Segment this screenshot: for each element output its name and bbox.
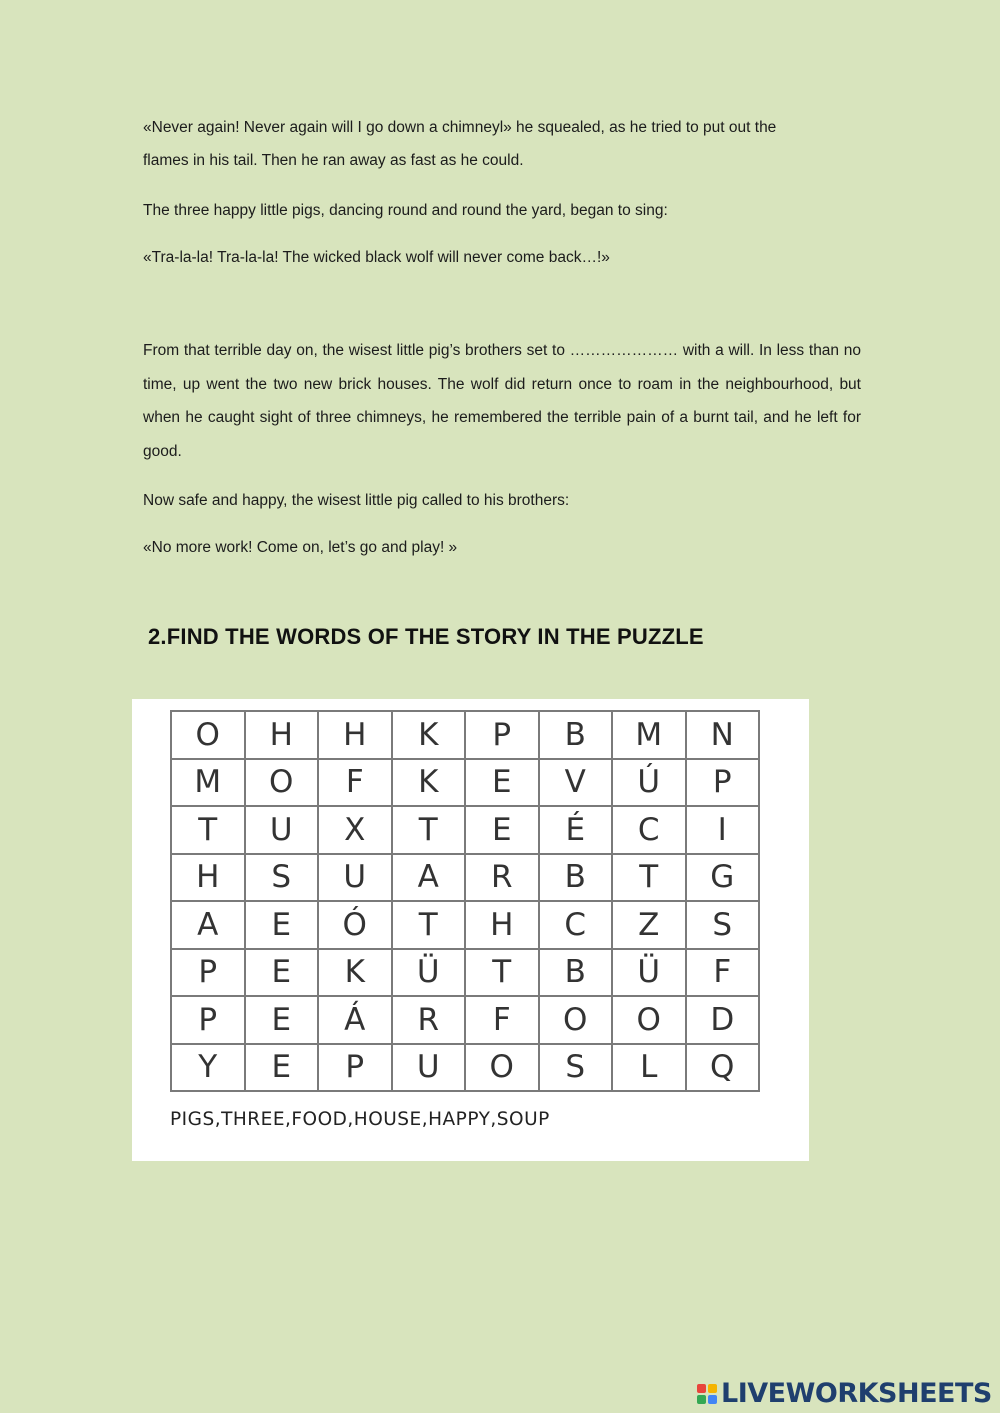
puzzle-cell[interactable]: U [392, 1044, 466, 1092]
puzzle-cell[interactable]: E [245, 949, 319, 997]
word-list: PIGS,THREE,FOOD,HOUSE,HAPPY,SOUP [170, 1109, 550, 1130]
puzzle-cell[interactable]: H [465, 901, 539, 949]
puzzle-cell[interactable]: T [171, 806, 245, 854]
puzzle-cell[interactable]: O [245, 759, 319, 807]
puzzle-row [171, 949, 759, 997]
puzzle-cell[interactable]: Ü [392, 949, 466, 997]
puzzle-cell[interactable]: R [465, 854, 539, 902]
puzzle-cell[interactable]: K [318, 949, 392, 997]
puzzle-cell[interactable]: A [171, 901, 245, 949]
logo-block [697, 1395, 706, 1404]
puzzle-cell[interactable]: O [539, 996, 613, 1044]
puzzle-cell[interactable]: H [171, 854, 245, 902]
puzzle-cell[interactable]: O [171, 711, 245, 759]
puzzle-cell[interactable]: X [318, 806, 392, 854]
story-paragraph-3: «Tra-la-la! Tra-la-la! The wicked black wolf will never come back…!» [143, 249, 610, 266]
puzzle-cell[interactable]: Ú [612, 759, 686, 807]
puzzle-cell[interactable]: R [392, 996, 466, 1044]
logo-block [708, 1395, 717, 1404]
puzzle-cell[interactable]: U [318, 854, 392, 902]
puzzle-cell[interactable]: A [392, 854, 466, 902]
puzzle-cell[interactable]: B [539, 854, 613, 902]
puzzle-cell[interactable]: K [392, 711, 466, 759]
puzzle-cell[interactable]: Ü [612, 949, 686, 997]
puzzle-cell[interactable]: Á [318, 996, 392, 1044]
puzzle-cell[interactable]: M [171, 759, 245, 807]
puzzle-cell[interactable]: O [612, 996, 686, 1044]
puzzle-cell[interactable]: Z [612, 901, 686, 949]
puzzle-cell[interactable]: E [245, 996, 319, 1044]
puzzle-cell[interactable]: H [245, 711, 319, 759]
puzzle-row [171, 711, 759, 759]
puzzle-row [171, 1044, 759, 1092]
story-paragraph-5: Now safe and happy, the wisest little pig called to his brothers: [143, 492, 570, 509]
liveworksheets-logo [697, 1378, 992, 1409]
puzzle-cell[interactable]: C [539, 901, 613, 949]
puzzle-cell[interactable]: P [171, 996, 245, 1044]
puzzle-cell[interactable]: E [465, 806, 539, 854]
puzzle-cell[interactable]: E [245, 1044, 319, 1092]
puzzle-cell[interactable]: H [318, 711, 392, 759]
logo-block [697, 1384, 706, 1393]
puzzle-cell[interactable]: T [465, 949, 539, 997]
puzzle-cell[interactable]: L [612, 1044, 686, 1092]
puzzle-cell[interactable]: C [612, 806, 686, 854]
puzzle-row [171, 806, 759, 854]
puzzle-cell[interactable]: G [686, 854, 760, 902]
puzzle-cell[interactable]: F [686, 949, 760, 997]
puzzle-row [171, 901, 759, 949]
puzzle-cell[interactable]: K [392, 759, 466, 807]
puzzle-cell[interactable]: S [245, 854, 319, 902]
section-heading: 2.FIND THE WORDS OF THE STORY IN THE PUZZLE [148, 624, 704, 649]
word-search-grid [170, 710, 760, 1092]
puzzle-cell[interactable]: T [392, 901, 466, 949]
puzzle-cell[interactable]: S [539, 1044, 613, 1092]
logo-block [708, 1384, 717, 1393]
puzzle-cell[interactable]: T [612, 854, 686, 902]
puzzle-cell[interactable]: Ó [318, 901, 392, 949]
puzzle-row [171, 996, 759, 1044]
puzzle-cell[interactable]: N [686, 711, 760, 759]
puzzle-cell[interactable]: F [318, 759, 392, 807]
puzzle-cell[interactable]: P [686, 759, 760, 807]
puzzle-cell[interactable]: P [318, 1044, 392, 1092]
logo-text: LIVEWORKSHEETS [721, 1378, 992, 1409]
word-search-puzzle [132, 699, 809, 1161]
story-paragraph-1b: flames in his tail. Then he ran away as fast as he could. [143, 152, 524, 169]
puzzle-cell[interactable]: T [392, 806, 466, 854]
puzzle-cell[interactable]: S [686, 901, 760, 949]
puzzle-cell[interactable]: P [171, 949, 245, 997]
puzzle-cell[interactable]: D [686, 996, 760, 1044]
puzzle-cell[interactable]: M [612, 711, 686, 759]
puzzle-cell[interactable]: B [539, 949, 613, 997]
liveworksheets-logo-icon [697, 1380, 719, 1408]
puzzle-cell[interactable]: B [539, 711, 613, 759]
story-paragraph-2: The three happy little pigs, dancing round and round the yard, began to sing: [143, 202, 668, 219]
story-paragraph-6: «No more work! Come on, let’s go and play! » [143, 539, 458, 556]
puzzle-cell[interactable]: O [465, 1044, 539, 1092]
puzzle-row [171, 759, 759, 807]
story-paragraph-4: From that terrible day on, the wisest little pig’s brothers set to ………………… with a will. In less than no time, up went the two new brick houses. The wolf did return once to roam in the neighbourhood, but when he caught sight of three chimneys, he remembered the terrible pain of a burnt tail, and he left for good. [143, 342, 861, 460]
puzzle-cell[interactable]: Q [686, 1044, 760, 1092]
puzzle-cell[interactable]: É [539, 806, 613, 854]
puzzle-cell[interactable]: U [245, 806, 319, 854]
puzzle-cell[interactable]: E [465, 759, 539, 807]
puzzle-cell[interactable]: E [245, 901, 319, 949]
puzzle-cell[interactable]: P [465, 711, 539, 759]
puzzle-cell[interactable]: Y [171, 1044, 245, 1092]
puzzle-row [171, 854, 759, 902]
puzzle-cell[interactable]: I [686, 806, 760, 854]
story-paragraph-1a: «Never again! Never again will I go down a chimneyl» he squealed, as he tried to put out the [143, 119, 777, 136]
puzzle-cell[interactable]: F [465, 996, 539, 1044]
puzzle-cell[interactable]: V [539, 759, 613, 807]
